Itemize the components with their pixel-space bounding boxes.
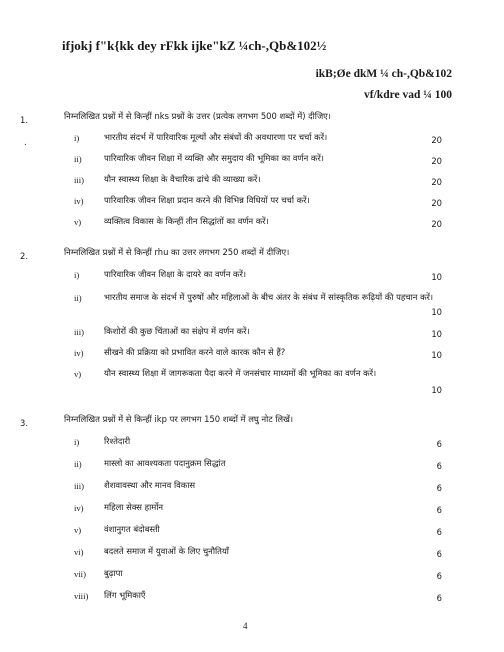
q1-item-1-number: i)	[74, 133, 80, 143]
q2-item-2-marks: 10	[431, 307, 442, 317]
q1-item-3-number: iii)	[74, 175, 85, 185]
q3-item-1-marks: 6	[436, 439, 442, 449]
q1-item-4-marks: 20	[431, 198, 442, 208]
q2-item-3-number: iii)	[74, 327, 85, 337]
q1-item-4-text: पारिवारिक जीवन शिक्षा प्रदान करने की विभिन्न विधियों पर चर्चा करें।	[104, 195, 310, 205]
q3-item-3-marks: 6	[436, 483, 442, 493]
q2-instruction: निम्नलिखित प्रश्नों में से किन्हीं rhu का उत्तर लगभग 250 शब्दों में दीजिए।	[64, 247, 290, 257]
q3-item-2-text: मास्लो का आवश्यकता पदानुक्रम सिद्धांत	[104, 458, 226, 468]
q2-item-4-marks: 10	[431, 350, 442, 360]
q1-item-4-number: iv)	[74, 196, 84, 206]
q2-item-2-number: ii)	[74, 293, 82, 303]
q3-item-5-text: वंशानुगत बंदोबस्ती	[104, 524, 160, 534]
q1-item-2-number: ii)	[74, 154, 82, 164]
paper-title: ifjokj f"k{kk dey rFkk ijke"kZ ¼ch-,Qb&102½	[62, 38, 327, 53]
q1-item-5-text: व्यक्तित्व विकास के किन्हीं तीन सिद्धांतों का वर्णन करें।	[104, 216, 269, 226]
q2-item-4-text: सीखने की प्रक्रिया को प्रभावित करने वाले कारक कौन से हैं?	[104, 347, 286, 357]
q3-item-8-number: viii)	[74, 591, 89, 601]
q3-item-2-marks: 6	[436, 461, 442, 471]
q2-item-1-number: i)	[74, 270, 80, 280]
q3-number: 3.	[20, 418, 28, 428]
q1-item-2-marks: 20	[431, 156, 442, 166]
q2-item-1-text: पारिवारिक जीवन शिक्षा के दायरे का वर्णन करें।	[104, 269, 247, 279]
q2-item-3-text: किशोरों की कुछ चिंताओं का संक्षेप में वर्णन करें।	[104, 326, 250, 336]
q1-number: 1.	[20, 115, 28, 125]
q3-item-4-marks: 6	[436, 505, 442, 515]
q3-item-7-text: बुढ़ापा	[104, 568, 123, 578]
q2-item-5-text: यौन स्वास्थ्य शिक्षा में जागरूकता पैदा करने में जनसंचार माध्यमों की भूमिका का वर्णन करें।	[104, 368, 377, 378]
q3-item-7-marks: 6	[436, 571, 442, 581]
q3-instruction: निम्नलिखित प्रश्नों में से किन्हीं ikp पर लगभग 150 शब्दों में लघु नोट लिखें।	[64, 414, 294, 424]
q3-item-1-number: i)	[74, 437, 80, 447]
q3-item-5-marks: 6	[436, 527, 442, 537]
q3-item-6-number: vi)	[74, 547, 84, 557]
q1-item-3-text: यौन स्वास्थ्य शिक्षा के वैचारिक ढांचे की व्याख्या करें।	[104, 174, 261, 184]
page-number: 4	[243, 621, 248, 631]
q1-item-5-marks: 20	[431, 219, 442, 229]
q3-item-5-number: v)	[74, 525, 82, 535]
q1-instruction: निम्नलिखित प्रश्नों में से किन्हीं nks प्रश्नों के उत्तर (प्रत्येक लगभग 500 शब्दों में) दीजिए।	[64, 111, 331, 121]
q2-item-4-number: iv)	[74, 348, 84, 358]
q2-item-5-number: v)	[74, 369, 82, 379]
q2-item-5-marks: 10	[431, 385, 442, 395]
q2-item-2-text: भारतीय समाज के संदर्भ में पुरुषों और महिलाओं के बीच अंतर के संबंध में सांस्कृतिक रूढ़ियों की पहचान करें।	[104, 292, 434, 302]
max-marks-line: vf/kdre vad ¼ 100	[364, 89, 452, 101]
q2-item-1-marks: 10	[431, 272, 442, 282]
q1-item-1-marks: 20	[431, 135, 442, 145]
q3-item-7-number: vii)	[74, 569, 86, 579]
q3-item-4-text: महिला सेक्स हार्मोन	[104, 502, 164, 512]
q2-item-3-marks: 10	[431, 329, 442, 339]
q1-item-2-text: पारिवारिक जीवन शिक्षा में व्यक्ति और समुदाय की भूमिका का वर्णन करें।	[104, 153, 324, 163]
q1-item-5-number: v)	[74, 217, 82, 227]
q3-item-3-text: शैशवावस्था और मानव विकास	[104, 480, 196, 490]
q2-number: 2.	[20, 251, 28, 261]
q3-item-8-text: लिंग भूमिकाएँ	[104, 590, 146, 600]
q3-item-6-text: बदलते समाज में युवाओं के लिए चुनौतियाँ	[104, 546, 229, 556]
time-line: ikB;Øe dkM ¼ ch-,Qb&102	[315, 68, 452, 80]
q1-item-1-text: भारतीय संदर्भ में पारिवारिक मूल्यों और संबंधों की अवधारणा पर चर्चा करें।	[104, 132, 328, 142]
q3-item-2-number: ii)	[74, 459, 82, 469]
q3-item-3-number: iii)	[74, 481, 85, 491]
q3-item-6-marks: 6	[436, 549, 442, 559]
q1-item-3-marks: 20	[431, 177, 442, 187]
q3-item-1-text: रिश्तेदारी	[104, 436, 131, 446]
stray-mark: .	[24, 137, 27, 147]
q3-item-8-marks: 6	[436, 593, 442, 603]
q3-item-4-number: iv)	[74, 503, 84, 513]
